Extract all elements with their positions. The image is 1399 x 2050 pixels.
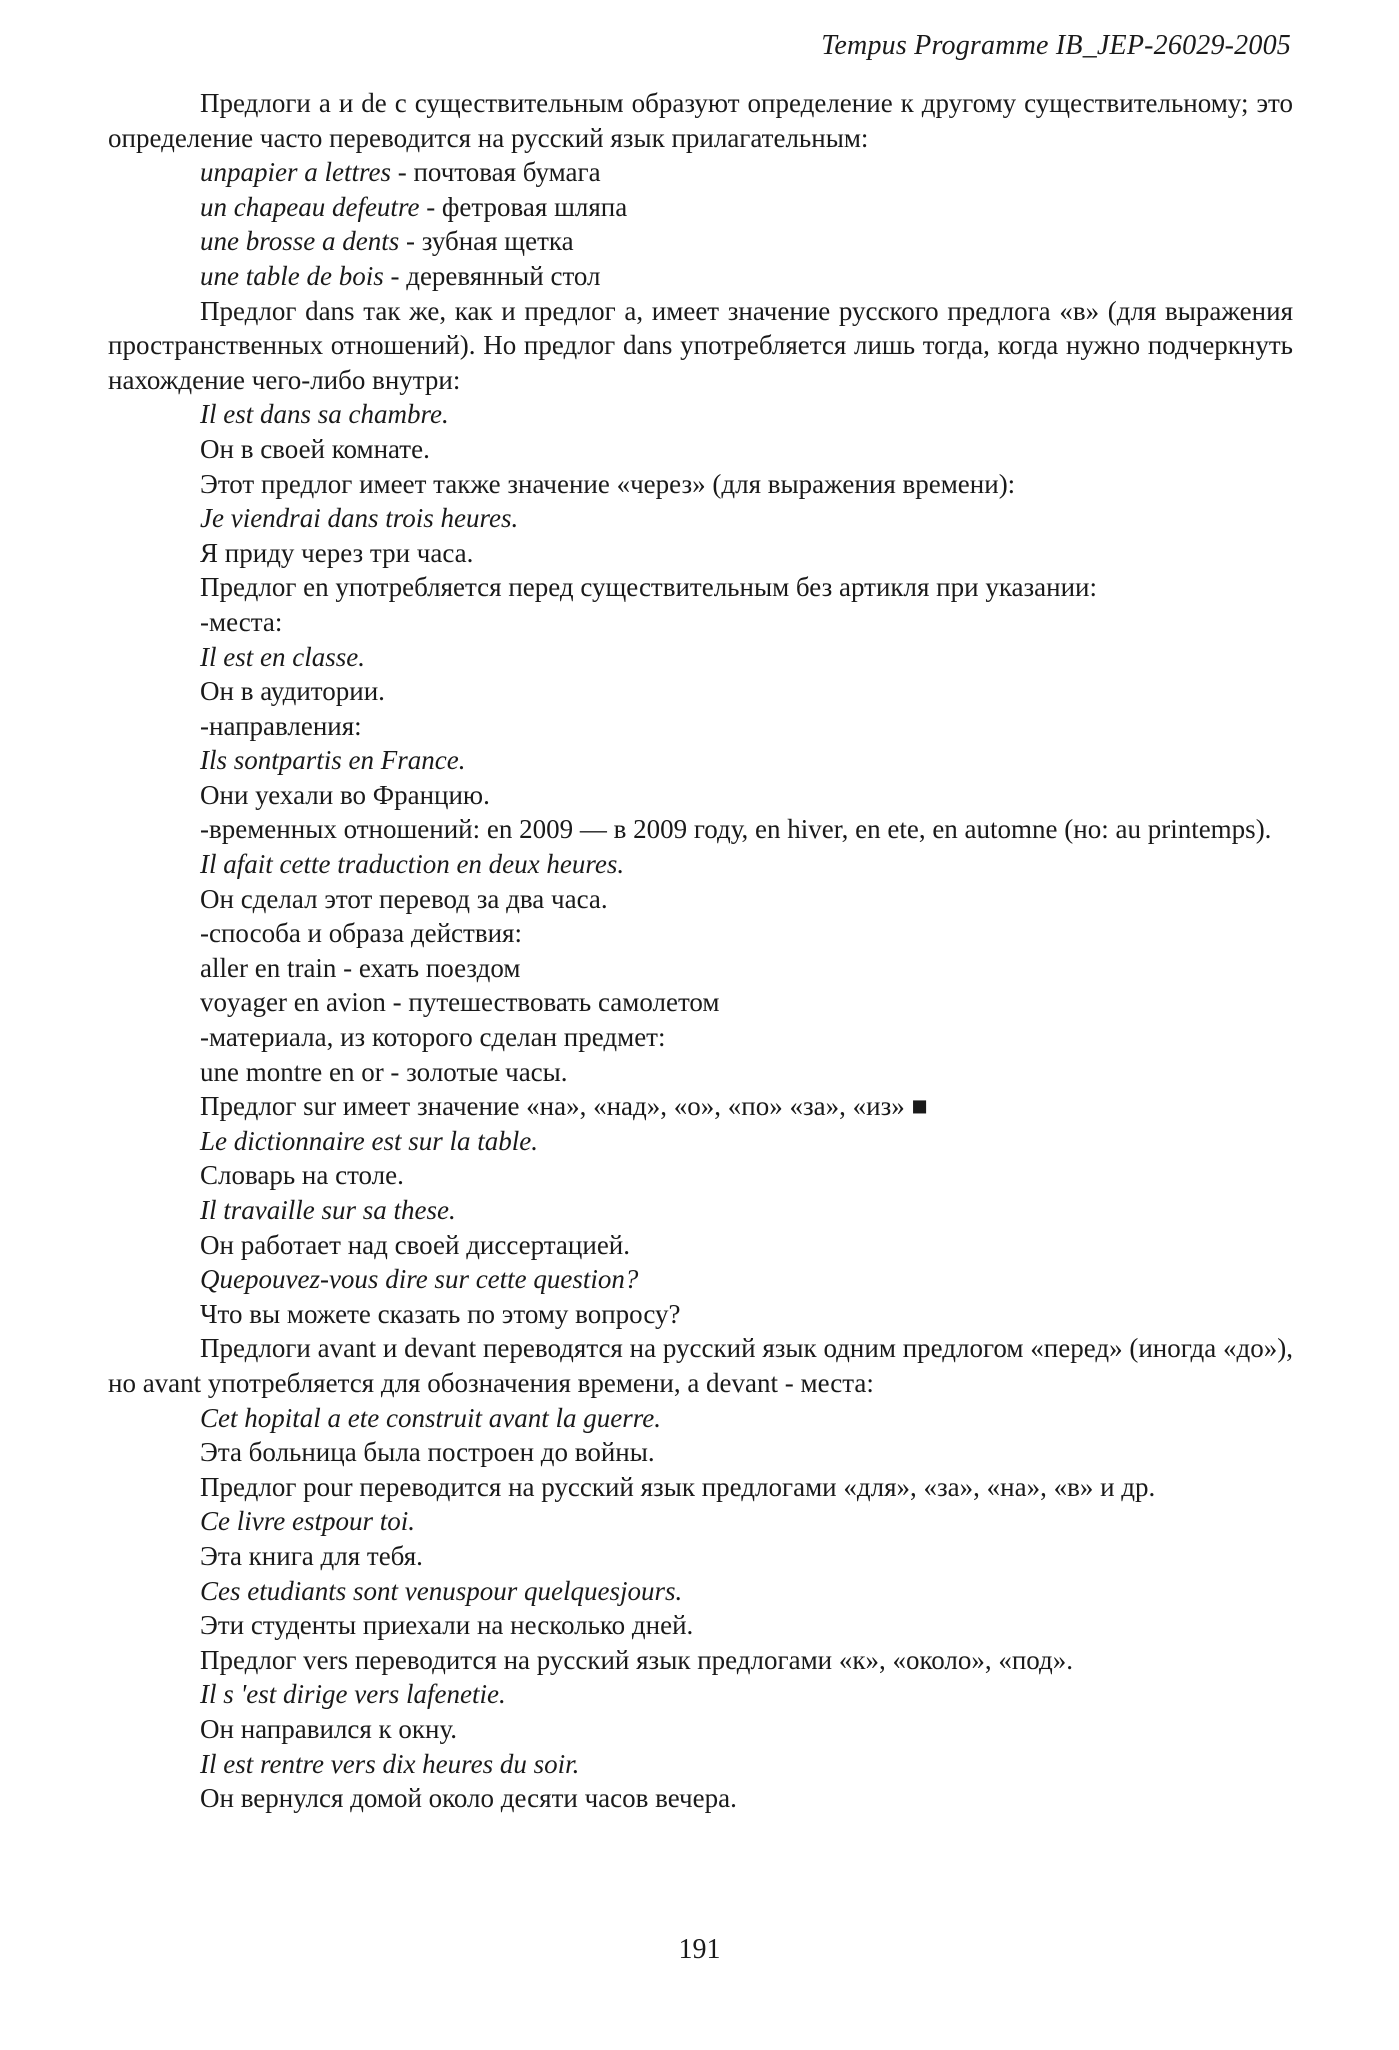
translation: - почтовая бумага	[390, 157, 601, 188]
text-line: Предлоги avant и devant переводятся на русский язык одним предлогом «перед» (иногда «до»), но avant употребляется для обозначения времени, а devant - места:	[108, 1333, 1293, 1398]
text-line: Le dictionnaire est sur la table.	[200, 1125, 538, 1156]
text-line: Предлог en употребляется перед существительным без артикля при указании:	[200, 572, 1098, 603]
text-line: Предлог vers переводится на русский язык предлогами «к», «около», «под».	[200, 1644, 1073, 1675]
text-line: Предлоги a и de с существительным образуют определение к другому существительному; это определение часто переводится на русский язык прилагательным:	[108, 88, 1293, 153]
text-line	[108, 190, 1293, 225]
text-line: Словарь на столе.	[200, 1160, 404, 1191]
text-line: -места:	[200, 606, 283, 637]
translation: - зубная щетка	[399, 226, 574, 257]
text-line	[108, 224, 1293, 259]
text-line: Он направился к окну.	[200, 1713, 458, 1744]
text-line: Он вернулся домой около десяти часов вечера.	[200, 1783, 737, 1814]
french-term: une table de bois	[200, 260, 384, 291]
text-line: Предлог pour переводится на русский язык предлогами «для», «за», «на», «в» и др.	[200, 1471, 1156, 1502]
text-line: Предлог sur имеет значение «на», «над», «о», «по» «за», «из» ■	[200, 1091, 928, 1122]
text-line: -способа и образа действия:	[200, 918, 522, 949]
text-line: Он в своей комнате.	[200, 433, 430, 464]
text-line: Предлог dans так же, как и предлог a, имеет значение русского предлога «в» (для выражения пространственных отношений). Но предлог dans употребляется лишь тогда, когда нужно подчеркнуть нахождение чего-либо внутри:	[108, 295, 1293, 395]
text-line: Quepouvez-vous dire sur cette question?	[200, 1264, 639, 1295]
text-line: voyager en avion - путешествовать самолетом	[200, 987, 720, 1018]
text-line: Он сделал этот перевод за два часа.	[200, 883, 608, 914]
text-line: Эта больница была построен до войны.	[200, 1437, 655, 1468]
french-term: un chapeau defeutre	[200, 191, 420, 222]
text-line: Ces etudiants sont venuspour quelquesjours.	[200, 1575, 683, 1606]
french-term: une brosse a dents	[200, 226, 400, 257]
text-line: Je viendrai dans trois heures.	[200, 503, 519, 534]
text-line: Эта книга для тебя.	[200, 1540, 423, 1571]
text-line: Что вы можете сказать по этому вопросу?	[200, 1298, 681, 1329]
text-line: Il est en classe.	[200, 641, 365, 672]
translation: - деревянный стол	[383, 260, 601, 291]
text-line: Il afait cette traduction en deux heures.	[200, 849, 625, 880]
text-line: -временных отношений: en 2009 — в 2009 году, en hiver, en ete, en automne (но: au printemps).	[200, 814, 1272, 845]
text-line: Он в аудитории.	[200, 676, 385, 707]
text-line: Он работает над своей диссертацией.	[200, 1229, 630, 1260]
text-line: Этот предлог имеет также значение «через» (для выражения времени):	[200, 468, 1016, 499]
text-line: -материала, из которого сделан предмет:	[200, 1022, 666, 1053]
page-number: 191	[678, 1934, 721, 1965]
running-header: Tempus Programme IB_JEP-26029-2005	[821, 30, 1291, 61]
page-body	[108, 86, 1293, 1816]
text-line: Il est dans sa chambre.	[200, 399, 449, 430]
text-line: aller en train - ехать поездом	[200, 952, 521, 983]
text-line: Il est rentre vers dix heures du soir.	[200, 1748, 580, 1779]
text-line: Il s 'est dirige vers lafenetie.	[200, 1679, 506, 1710]
text-line	[108, 155, 1293, 190]
text-line: Я приду через три часа.	[200, 537, 474, 568]
translation: - фетровая шляпа	[419, 191, 628, 222]
text-line: Cet hopital a ete construit avant la guerre.	[200, 1402, 661, 1433]
french-term: unpapier a lettres	[200, 157, 391, 188]
text-line: Ce livre estpour toi.	[200, 1506, 415, 1537]
text-line	[108, 259, 1293, 294]
text-line: -направления:	[200, 710, 362, 741]
text-line: Эти студенты приехали на несколько дней.	[200, 1610, 694, 1641]
text-line: Il travaille sur sa these.	[200, 1195, 456, 1225]
text-line: une montre en or - золотые часы.	[200, 1056, 568, 1087]
text-line: Ils sontpartis en France.	[200, 745, 466, 776]
text-line: Они уехали во Францию.	[200, 779, 490, 810]
